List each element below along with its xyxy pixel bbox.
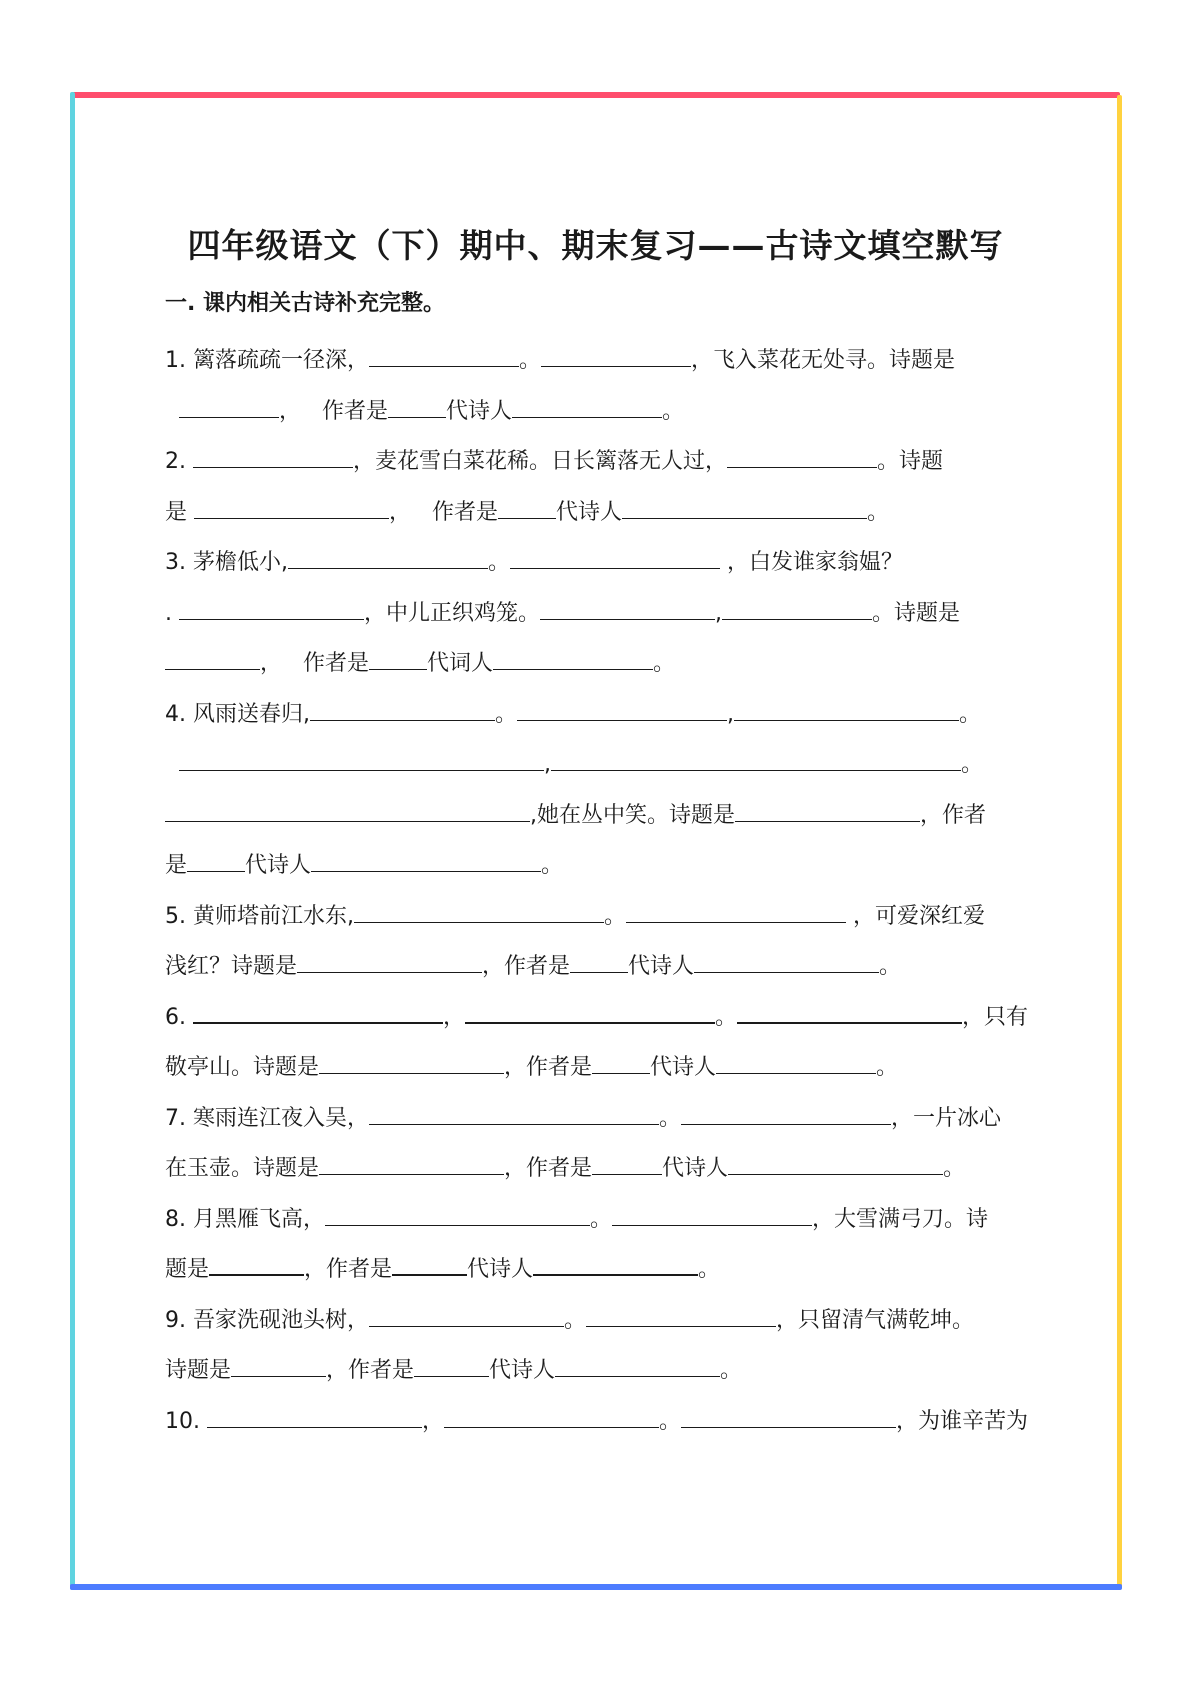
- line-text: 。: [541, 853, 564, 878]
- answer-blank[interactable]: [622, 496, 867, 519]
- answer-blank[interactable]: [694, 950, 879, 973]
- line-text: 在玉壶。诗题是: [165, 1156, 320, 1181]
- answer-blank[interactable]: [231, 1354, 326, 1377]
- frame-border-right: [1117, 95, 1122, 1589]
- answer-blank[interactable]: [498, 496, 556, 519]
- line-text: 。: [518, 348, 541, 373]
- answer-blank[interactable]: [414, 1354, 489, 1377]
- line-text: 8. 月黑雁飞高，: [165, 1206, 325, 1232]
- line-text: 。诗题: [877, 449, 944, 474]
- answer-blank[interactable]: [612, 1203, 812, 1226]
- answer-blank[interactable]: [319, 1152, 504, 1175]
- line-text: 是: [165, 853, 188, 878]
- worksheet-line: [165, 1397, 1045, 1448]
- line-text: 是: [165, 499, 194, 525]
- line-text: 。: [659, 1408, 682, 1434]
- line-text: 。: [662, 398, 685, 424]
- line-text: ,: [715, 600, 723, 626]
- answer-blank[interactable]: [369, 344, 519, 367]
- answer-blank[interactable]: [540, 597, 715, 620]
- line-text: ，白发谁家翁媪？: [720, 550, 903, 575]
- line-text: 3. 茅檐低小,: [165, 550, 288, 575]
- answer-blank[interactable]: [737, 1000, 962, 1024]
- line-text: 。: [589, 1206, 612, 1232]
- worksheet-line: [165, 336, 1045, 387]
- worksheet-line: [165, 1346, 1045, 1397]
- line-text: 。: [961, 752, 984, 777]
- worksheet-line: [165, 488, 1045, 539]
- line-text: ，作者是: [304, 1257, 393, 1282]
- line-text: ，飞入菜花无处寻。诗题是: [691, 348, 956, 373]
- line-text: ，作者是: [504, 1055, 593, 1080]
- line-text: ，麦花雪白菜花稀。日长篱落无人过，: [352, 449, 727, 474]
- worksheet-line: [165, 1043, 1045, 1094]
- line-text: 代诗人: [555, 499, 622, 525]
- line-text: 敬亭山。诗题是: [165, 1055, 320, 1080]
- worksheet-title: 四年级语文（下）期中、期末复习——古诗文填空默写: [187, 226, 1004, 265]
- worksheet-line: [165, 639, 1045, 690]
- line-text: [165, 752, 179, 777]
- line-text: ， 作者是: [279, 398, 388, 424]
- answer-blank[interactable]: [493, 647, 653, 670]
- answer-blank[interactable]: [551, 748, 961, 771]
- answer-blank[interactable]: [193, 445, 353, 468]
- frame-border-top: [72, 92, 1120, 98]
- answer-blank[interactable]: [444, 1405, 659, 1428]
- fill-in-blank-questions: [165, 336, 1045, 1447]
- answer-blank[interactable]: [728, 1152, 943, 1175]
- line-text: ,她在丛中笑。诗题是: [530, 802, 735, 828]
- line-text: 代诗人: [245, 853, 312, 878]
- answer-blank[interactable]: [207, 1405, 422, 1428]
- line-text: 。: [943, 1156, 966, 1181]
- line-text: 。: [563, 1307, 586, 1333]
- frame-border-left: [70, 92, 75, 1590]
- worksheet-line: [165, 538, 1045, 589]
- answer-blank[interactable]: [179, 395, 279, 418]
- answer-blank[interactable]: [388, 395, 446, 418]
- worksheet-line: [165, 1296, 1045, 1347]
- line-text: 6.: [165, 1004, 193, 1030]
- line-text: ，大雪满弓刀。诗: [812, 1206, 989, 1232]
- answer-blank[interactable]: [179, 748, 544, 771]
- line-text: 7. 寒雨连江夜入吴，: [165, 1105, 369, 1131]
- line-text: 2.: [165, 449, 193, 474]
- line-text: ，一片冰心: [891, 1105, 1002, 1131]
- line-text: 。: [720, 1358, 743, 1383]
- line-text: 。: [653, 651, 676, 676]
- worksheet-line: [165, 1094, 1045, 1145]
- answer-blank[interactable]: [735, 799, 920, 822]
- answer-blank[interactable]: [510, 546, 720, 569]
- line-text: ，作者是: [482, 954, 571, 979]
- answer-blank[interactable]: [465, 1000, 715, 1024]
- answer-blank[interactable]: [369, 1304, 564, 1327]
- worksheet-line: [165, 589, 1045, 640]
- line-text: 题是: [165, 1257, 210, 1282]
- line-text: .: [165, 600, 179, 626]
- line-text: 代诗人: [489, 1358, 556, 1383]
- answer-blank[interactable]: [681, 1405, 896, 1428]
- worksheet-line: [165, 437, 1045, 488]
- line-text: 。: [959, 701, 982, 727]
- answer-blank[interactable]: [288, 546, 488, 569]
- line-text: ，中儿正织鸡笼。: [364, 600, 541, 626]
- line-text: 。: [867, 499, 890, 525]
- answer-blank[interactable]: [716, 1051, 876, 1074]
- line-text: 1. 篱落疏疏一径深，: [165, 348, 369, 373]
- line-text: 。: [494, 701, 517, 727]
- answer-blank[interactable]: [310, 698, 495, 721]
- line-text: 浅红？诗题是: [165, 954, 298, 979]
- line-text: ，: [442, 1004, 465, 1030]
- answer-blank[interactable]: [187, 849, 245, 872]
- line-text: 4. 风雨送春归,: [165, 701, 310, 727]
- line-text: 代诗人: [650, 1055, 717, 1080]
- answer-blank[interactable]: [722, 597, 872, 620]
- answer-blank[interactable]: [592, 1152, 662, 1175]
- answer-blank[interactable]: [681, 1102, 891, 1125]
- answer-blank[interactable]: [570, 950, 628, 973]
- answer-blank[interactable]: [533, 1252, 698, 1276]
- answer-blank[interactable]: [541, 344, 691, 367]
- line-text: 。: [658, 1105, 681, 1131]
- line-text: [165, 399, 179, 424]
- worksheet-line: [165, 1245, 1045, 1296]
- worksheet-line: [165, 1195, 1045, 1246]
- frame-border-bottom: [70, 1584, 1122, 1590]
- answer-blank[interactable]: [517, 698, 727, 721]
- line-text: 诗题是: [165, 1358, 232, 1383]
- line-text: ，为谁辛苦为: [896, 1408, 1029, 1434]
- answer-blank[interactable]: [165, 799, 530, 822]
- answer-blank[interactable]: [727, 445, 877, 468]
- answer-blank[interactable]: [325, 1203, 590, 1226]
- worksheet-line: [165, 892, 1045, 943]
- answer-blank[interactable]: [179, 597, 364, 620]
- worksheet-line: [165, 942, 1045, 993]
- worksheet-line: [165, 1144, 1045, 1195]
- line-text: ，作者: [920, 802, 987, 828]
- line-text: 代诗人: [467, 1257, 534, 1282]
- line-text: ,: [544, 752, 551, 777]
- line-text: 10.: [165, 1408, 207, 1434]
- answer-blank[interactable]: [512, 395, 662, 418]
- line-text: ,: [727, 701, 734, 727]
- line-text: ， 作者是: [389, 499, 498, 525]
- answer-blank[interactable]: [586, 1304, 776, 1327]
- line-text: 。: [487, 550, 510, 575]
- answer-blank[interactable]: [626, 900, 846, 923]
- worksheet-line: [165, 993, 1045, 1044]
- answer-blank[interactable]: [165, 647, 260, 670]
- answer-blank[interactable]: [319, 1051, 504, 1074]
- answer-blank[interactable]: [555, 1354, 720, 1377]
- worksheet-line: [165, 791, 1045, 842]
- answer-blank[interactable]: [354, 900, 604, 923]
- answer-blank[interactable]: [592, 1051, 650, 1074]
- line-text: 。: [879, 954, 902, 979]
- line-text: 5. 黄师塔前江水东,: [165, 903, 354, 929]
- line-text: ，作者是: [326, 1358, 415, 1383]
- answer-blank[interactable]: [369, 647, 427, 670]
- answer-blank[interactable]: [311, 849, 541, 872]
- line-text: 。: [603, 903, 626, 929]
- line-text: ，可爱深红爱: [846, 903, 985, 929]
- line-text: ，作者是: [504, 1156, 593, 1181]
- line-text: 。: [876, 1055, 899, 1080]
- line-text: 代诗人: [662, 1156, 729, 1181]
- answer-blank[interactable]: [193, 1000, 443, 1024]
- worksheet-line: [165, 841, 1045, 892]
- section-heading: 一. 课内相关古诗补充完整。: [165, 291, 446, 316]
- answer-blank[interactable]: [297, 950, 482, 973]
- worksheet-line: [165, 740, 1045, 791]
- line-text: 代诗人: [628, 954, 695, 979]
- answer-blank[interactable]: [734, 698, 959, 721]
- worksheet-line: [165, 690, 1045, 741]
- line-text: ， 作者是: [260, 651, 369, 676]
- line-text: ，只留清气满乾坤。: [776, 1307, 975, 1333]
- answer-blank[interactable]: [369, 1102, 659, 1125]
- line-text: 。: [715, 1004, 738, 1030]
- line-text: 。诗题是: [872, 600, 961, 626]
- line-text: 代词人: [426, 651, 493, 676]
- worksheet-line: [165, 387, 1045, 438]
- line-text: ，只有: [962, 1004, 1029, 1030]
- line-text: 代诗人: [445, 398, 512, 424]
- answer-blank[interactable]: [194, 496, 389, 519]
- answer-blank[interactable]: [209, 1252, 304, 1276]
- line-text: 。: [698, 1257, 721, 1282]
- answer-blank[interactable]: [392, 1252, 467, 1276]
- line-text: 9. 吾家洗砚池头树，: [165, 1307, 369, 1333]
- line-text: ，: [421, 1408, 444, 1434]
